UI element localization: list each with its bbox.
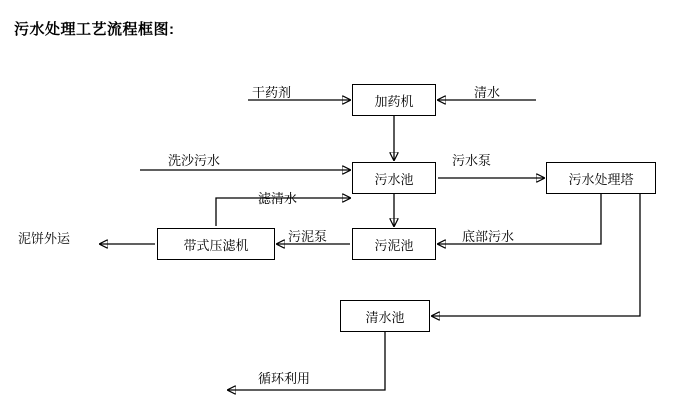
node-sewage-pool[interactable] bbox=[352, 162, 436, 194]
node-label: 污水处理塔 bbox=[568, 171, 634, 187]
node-label: 带式压滤机 bbox=[183, 237, 249, 253]
edge-label-filtrate-water: 滤清水 bbox=[258, 191, 298, 206]
edge-label-sewage-pump: 污水泵 bbox=[452, 153, 492, 168]
edge-label-sand-wash-water: 洗沙污水 bbox=[168, 153, 221, 168]
node-belt-press[interactable] bbox=[157, 228, 275, 260]
node-label: 污水池 bbox=[374, 171, 414, 187]
edge-label-sludge-pump: 污泥泵 bbox=[288, 229, 328, 244]
edge-label-recycle-use: 循环利用 bbox=[258, 371, 311, 386]
node-label: 污泥池 bbox=[374, 237, 414, 253]
node-label: 加药机 bbox=[374, 93, 414, 109]
node-treatment-tower[interactable] bbox=[546, 162, 656, 194]
edge-label-clean-water: 清水 bbox=[474, 85, 501, 100]
edge-label-bottom-sewage: 底部污水 bbox=[462, 229, 515, 244]
node-dosing-machine[interactable] bbox=[352, 84, 436, 116]
node-sludge-pool[interactable] bbox=[352, 228, 436, 260]
node-clearwater-pool[interactable] bbox=[340, 300, 430, 332]
edge-label-mud-cake-out: 泥饼外运 bbox=[18, 231, 71, 246]
page-title: 污水处理工艺流程框图: bbox=[14, 21, 175, 38]
edge-label-dry-agent: 干药剂 bbox=[252, 85, 292, 100]
node-label: 清水池 bbox=[365, 309, 405, 325]
